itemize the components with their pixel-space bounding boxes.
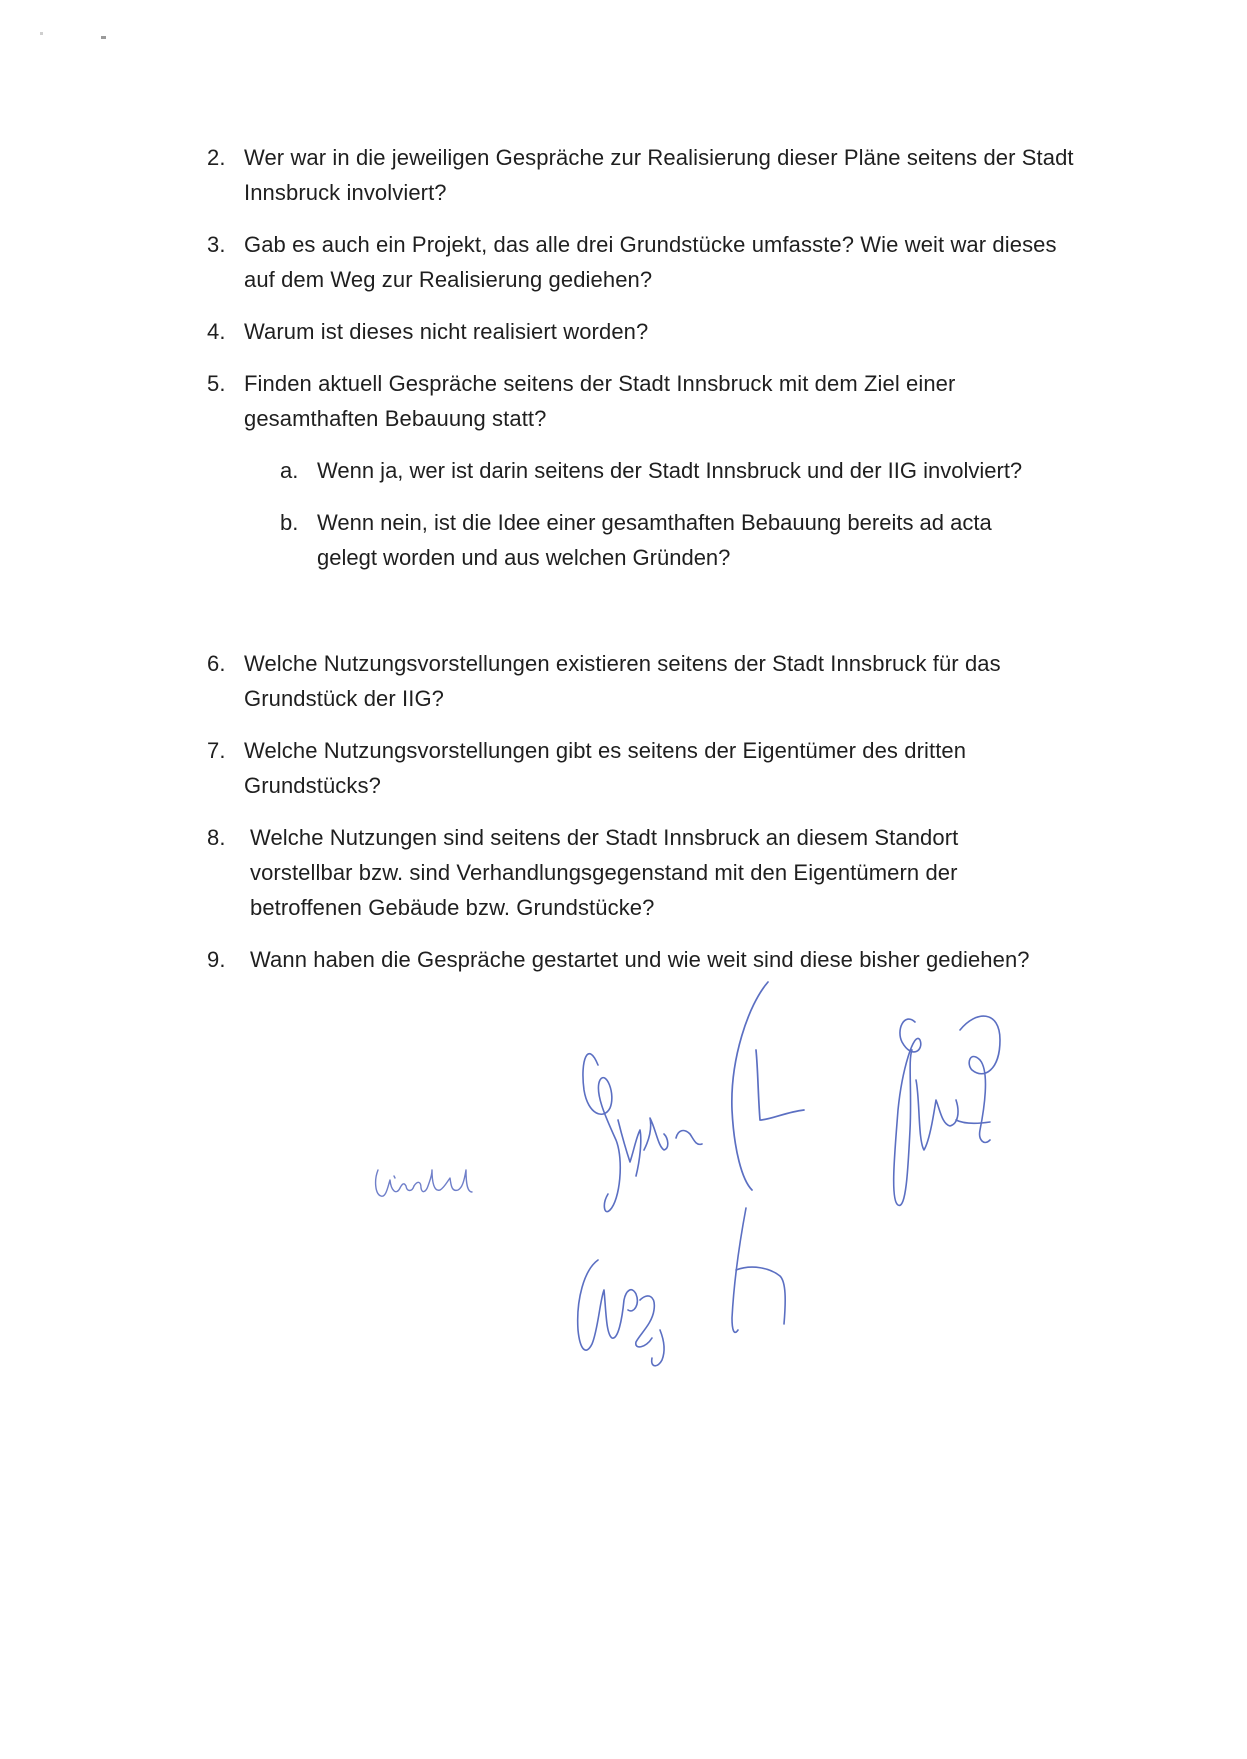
question-number: 2. bbox=[207, 145, 226, 170]
question-text: Welche Nutzungen sind seitens der Stadt Innsbruck an diesem Standort vorstellbar bzw. sind Verhandlungsgegenstand mit den Eigentümern der betroffenen Gebäude bzw. Grundstücke? bbox=[250, 825, 959, 920]
signature-1 bbox=[376, 1170, 472, 1196]
question-number: 8. bbox=[207, 825, 226, 850]
subitem-text: Wenn ja, wer ist darin seitens der Stadt Innsbruck und der IIG involviert? bbox=[317, 458, 1023, 483]
question-text: Warum ist dieses nicht realisiert worden? bbox=[244, 319, 649, 344]
question-text: Wer war in die jeweiligen Gespräche zur Realisierung dieser Pläne seitens der Stadt Innsbruck involviert? bbox=[244, 145, 1074, 205]
question-number: 9. bbox=[207, 947, 226, 972]
question-number: 7. bbox=[207, 738, 226, 763]
signature-4 bbox=[894, 1016, 1000, 1205]
subitem-letter: a. bbox=[280, 458, 299, 483]
question-number: 5. bbox=[207, 371, 226, 396]
question-number: 3. bbox=[207, 232, 226, 257]
signature-5 bbox=[578, 1208, 786, 1366]
question-number: 6. bbox=[207, 651, 226, 676]
question-number: 4. bbox=[207, 319, 226, 344]
subitem-letter: b. bbox=[280, 510, 299, 535]
question-text: Welche Nutzungsvorstellungen gibt es seitens der Eigentümer des dritten Grundstücks? bbox=[244, 738, 967, 798]
question-text: Gab es auch ein Projekt, das alle drei Grundstücke umfasste? Wie weit war dieses auf dem Weg zur Realisierung gediehen? bbox=[244, 232, 1057, 292]
question-text: Finden aktuell Gespräche seitens der Stadt Innsbruck mit dem Ziel einer gesamthaften Bebauung statt? bbox=[244, 371, 956, 431]
signature-3 bbox=[732, 982, 804, 1190]
signature-2 bbox=[583, 1054, 702, 1212]
question-text: Wann haben die Gespräche gestartet und wie weit sind diese bisher gediehen? bbox=[250, 947, 1030, 972]
question-text: Welche Nutzungsvorstellungen existieren seitens der Stadt Innsbruck für das Grundstück der IIG? bbox=[244, 651, 1001, 711]
subitem-text: Wenn nein, ist die Idee einer gesamthaften Bebauung bereits ad acta gelegt worden und aus welchen Gründen? bbox=[317, 510, 992, 570]
